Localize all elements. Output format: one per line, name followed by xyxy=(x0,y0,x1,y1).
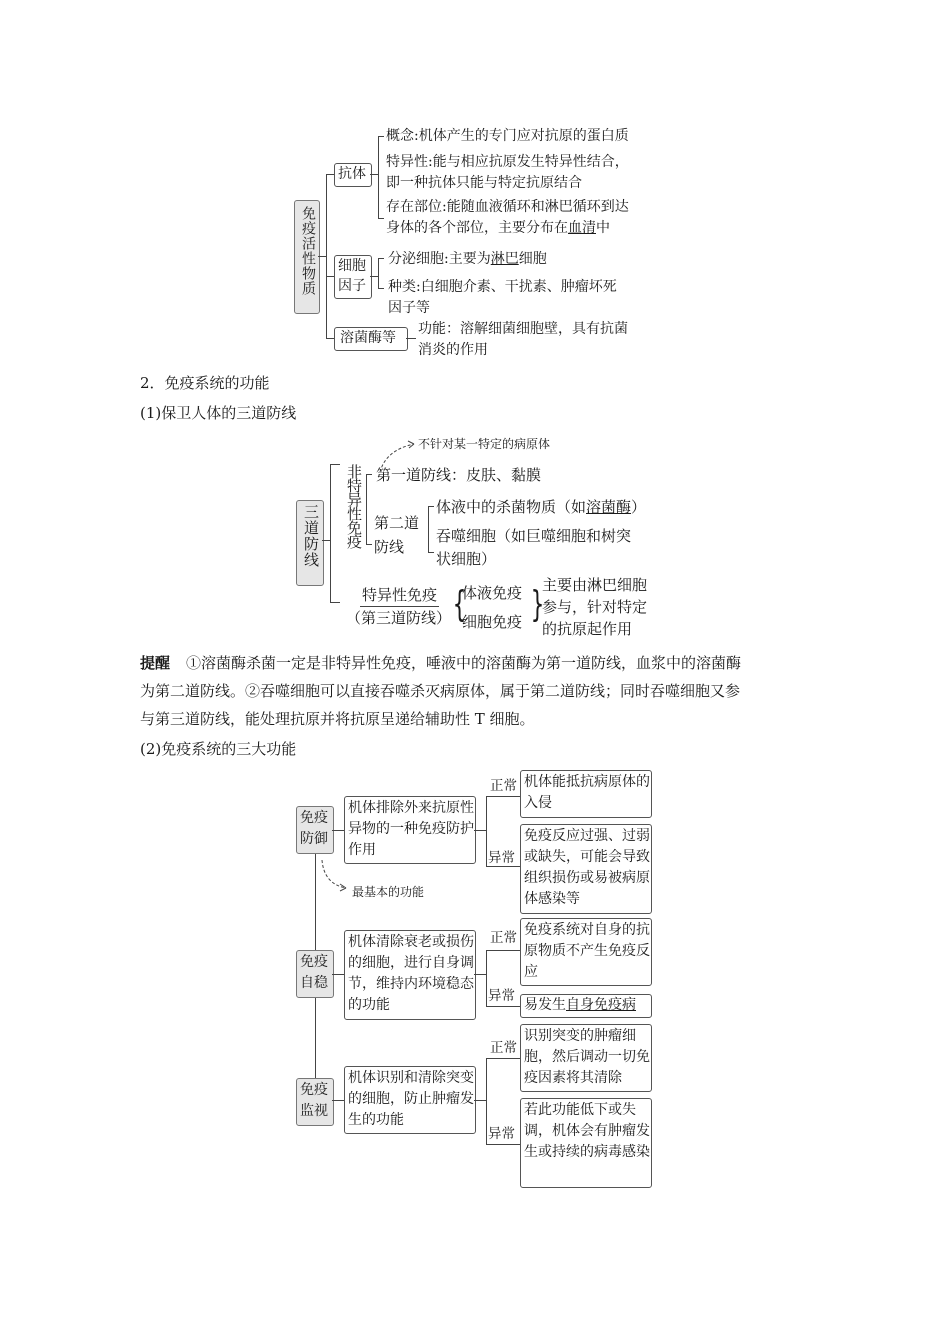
second-line-label-1: 第二道 xyxy=(374,514,420,532)
reminder-line-3: 与第三道防线，能处理抗原并将抗原呈递给辅助性 T 细胞。 xyxy=(140,710,535,728)
surveillance-abnormal-text: 若此功能低下或失调，机体会有肿瘤发生或持续的病毒感染 xyxy=(524,1102,650,1160)
second-line-item-2b: 状细胞） xyxy=(436,550,497,568)
bracket-line xyxy=(378,258,384,259)
bracket-line xyxy=(326,276,334,277)
heading-immune-functions: 2．免疫系统的功能 xyxy=(140,374,270,392)
lysozyme-function-2: 消炎的作用 xyxy=(418,342,488,358)
bracket-line xyxy=(428,506,434,507)
specific-label-2: （第三道防线） xyxy=(346,609,452,627)
antibody-location-1: 存在部位:能随血液循环和淋巴循环到达 xyxy=(386,199,629,215)
connector-line xyxy=(486,950,487,1006)
connector-line xyxy=(486,796,487,866)
defense-normal-label: 正常 xyxy=(490,778,517,794)
bracket-line xyxy=(378,258,379,288)
specific-desc-3: 的抗原起作用 xyxy=(542,620,633,638)
antibody-specificity-2: 即一种抗体只能与特定抗原结合 xyxy=(386,175,582,191)
homeostasis-normal-text: 免疫系统对自身的抗原物质不产生免疫反应 xyxy=(524,922,650,980)
bracket-line xyxy=(406,338,416,339)
connector-line xyxy=(486,796,520,797)
bracket-line xyxy=(378,136,384,137)
connector-line xyxy=(474,1100,486,1101)
heading-three-lines: (1)保卫人体的三道防线 xyxy=(140,404,297,422)
connector-line xyxy=(486,1058,520,1059)
homeostasis-normal-label: 正常 xyxy=(490,930,517,946)
reminder-label: 提醒 xyxy=(140,654,171,672)
bracket-line xyxy=(378,218,384,219)
bracket-line xyxy=(366,544,372,545)
bracket-line xyxy=(330,602,340,603)
nonspecific-note: 不针对某一特定的病原体 xyxy=(418,437,551,451)
connector-line xyxy=(486,1144,520,1145)
lysozyme-label: 溶菌酶等 xyxy=(340,330,396,346)
bracket-line xyxy=(378,136,379,218)
defense-label-2: 防御 xyxy=(300,831,328,847)
connector-line xyxy=(474,830,486,831)
bracket-line xyxy=(366,474,367,544)
surveillance-normal-label: 正常 xyxy=(490,1040,517,1056)
cytokine-label-2: 因子 xyxy=(338,278,366,294)
defense-label-1: 免疫 xyxy=(300,810,328,826)
second-line-item-1: 体液中的杀菌物质（如溶菌酶） xyxy=(436,498,647,516)
homeostasis-abnormal-label: 异常 xyxy=(488,988,515,1004)
brace-left: { xyxy=(452,584,467,625)
lysozyme-function-1: 功能：溶解细菌细胞壁，具有抗菌 xyxy=(418,321,628,337)
connector-line xyxy=(332,830,344,831)
bracket-line xyxy=(366,474,372,475)
specific-label-1: 特异性免疫 xyxy=(360,584,439,607)
connector-line xyxy=(332,1100,344,1101)
defense-normal-text: 机体能抵抗病原体的入侵 xyxy=(524,774,650,811)
defense-desc: 机体排除外来抗原性异物的一种免疫防护作用 xyxy=(348,800,474,858)
antibody-label: 抗体 xyxy=(338,166,366,182)
cytokine-secretion: 分泌细胞:主要为淋巴细胞 xyxy=(388,251,547,267)
bracket-line xyxy=(318,256,326,257)
bracket-line xyxy=(330,464,331,602)
cytokine-types-1: 种类:白细胞介素、干扰素、肿瘤坏死 xyxy=(388,279,617,295)
connector-line xyxy=(486,1058,487,1144)
humoral-immunity: 体液免疫 xyxy=(462,584,523,602)
bracket-line xyxy=(370,276,378,277)
second-line-label-2: 防线 xyxy=(374,538,405,556)
defense-abnormal-label: 异常 xyxy=(488,850,515,866)
connector-line xyxy=(486,1006,520,1007)
bracket-line xyxy=(378,288,384,289)
surveillance-label-2: 监视 xyxy=(300,1103,328,1119)
homeostasis-label-1: 免疫 xyxy=(300,954,328,970)
nonspecific-label: 非特异性免疫 xyxy=(345,464,363,548)
basic-function-note: 最基本的功能 xyxy=(352,885,425,899)
heading-three-functions: (2)免疫系统的三大功能 xyxy=(140,740,297,758)
first-line-text: 第一道防线：皮肤、黏膜 xyxy=(376,466,542,484)
bracket-line xyxy=(326,174,327,338)
root-label: 免疫活性物质 xyxy=(300,206,316,296)
connector-line xyxy=(332,974,344,975)
specific-desc-1: 主要由淋巴细胞 xyxy=(542,576,648,594)
root-label: 三道防线 xyxy=(302,504,320,568)
bracket-line xyxy=(330,464,340,465)
bracket-line xyxy=(428,506,429,552)
brace-right: } xyxy=(530,584,545,625)
antibody-location-2: 身体的各个部位，主要分布在血清中 xyxy=(386,220,610,236)
cellular-immunity: 细胞免疫 xyxy=(462,613,523,631)
defense-abnormal-text: 免疫反应过强、过弱或缺失，可能会导致组织损伤或易被病原体感染等 xyxy=(524,828,650,907)
bracket-line xyxy=(428,552,434,553)
surveillance-label-1: 免疫 xyxy=(300,1082,328,1098)
homeostasis-label-2: 自稳 xyxy=(300,975,328,991)
bracket-line xyxy=(370,174,378,175)
homeostasis-desc: 机体清除衰老或损伤的细胞，进行自身调节，维持内环境稳态的功能 xyxy=(348,934,474,1013)
homeostasis-abnormal-text: 易发生自身免疫病 xyxy=(524,997,636,1013)
bracket-line xyxy=(326,338,334,339)
bracket-line xyxy=(326,174,334,175)
specific-desc-2: 参与，针对特定 xyxy=(542,598,648,616)
second-line-item-2a: 吞噬细胞（如巨噬细胞和树突 xyxy=(436,527,632,545)
reminder-line-1: 提醒 ①溶菌酶杀菌一定是非特异性免疫，唾液中的溶菌酶为第一道防线，血浆中的溶菌酶 xyxy=(140,654,742,672)
surveillance-desc: 机体识别和清除突变的细胞，防止肿瘤发生的功能 xyxy=(348,1070,474,1128)
antibody-specificity-1: 特异性:能与相应抗原发生特异性结合， xyxy=(386,154,629,170)
connector-line xyxy=(474,974,486,975)
connector-line xyxy=(486,950,520,951)
surveillance-abnormal-label: 异常 xyxy=(488,1126,515,1142)
cytokine-types-2: 因子等 xyxy=(388,300,430,316)
antibody-concept: 概念:机体产生的专门应对抗原的蛋白质 xyxy=(386,128,629,144)
bracket-line xyxy=(322,540,330,541)
reminder-line-2: 为第二道防线。②吞噬细胞可以直接吞噬杀灭病原体，属于第二道防线；同时吞噬细胞又参 xyxy=(140,682,741,700)
surveillance-normal-text: 识别突变的肿瘤细胞，然后调动一切免疫因素将其清除 xyxy=(524,1028,650,1086)
cytokine-label-1: 细胞 xyxy=(338,258,366,274)
